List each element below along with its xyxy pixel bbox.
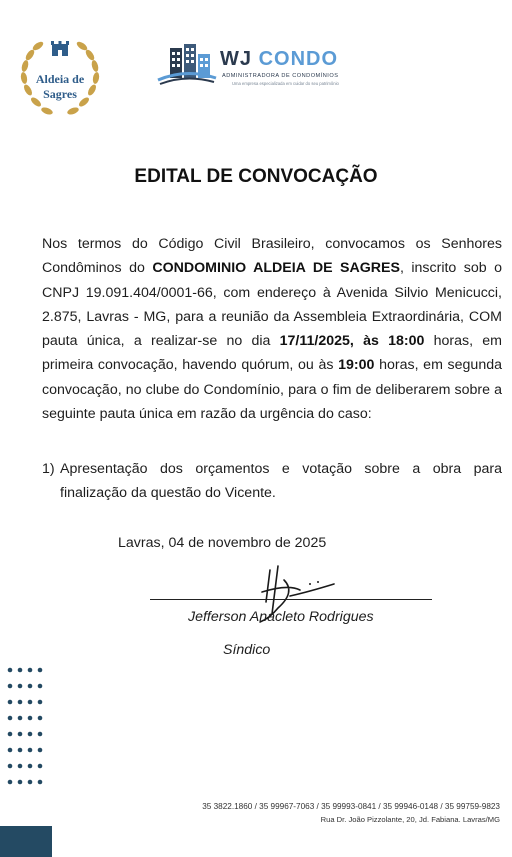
convocation-paragraph xyxy=(42,232,502,426)
second-call-time: 19:00 xyxy=(338,357,375,374)
signer-name: Jefferson Anacleto Rodrigues xyxy=(188,609,374,625)
decorative-dot xyxy=(18,716,23,721)
decorative-dot xyxy=(18,684,23,689)
body-text-4: horas, em segunda convocação, no clube do Condomínio, para o fim de deliberarem sobre a seguinte pauta única em razão da urgência do caso: xyxy=(42,357,502,423)
decorative-dot xyxy=(38,748,43,753)
decorative-dot xyxy=(18,748,23,753)
brand-tagline: Uma empresa especializada em cuidar do seu patrimônio xyxy=(232,81,339,86)
decorative-dot xyxy=(8,700,13,705)
decorative-dot xyxy=(38,780,43,785)
agenda-item-text: Apresentação dos orçamentos e votação sobre a obra para finalização da questão do Vicente. xyxy=(60,461,502,502)
decorative-dot xyxy=(18,764,23,769)
decorative-dot xyxy=(38,668,43,673)
decorative-dot xyxy=(38,732,43,737)
agenda-item-number: 1) xyxy=(42,461,55,477)
body-text-1: Nos termos do Código Civil Brasileiro, convocamos os Senhores Condôminos do xyxy=(42,236,502,277)
seal-text-line2: Sagres xyxy=(43,87,77,101)
wj-condo-logo xyxy=(156,40,356,92)
brand-condo: CONDO xyxy=(258,48,339,70)
decorative-dot xyxy=(28,764,33,769)
wj-condo-brand xyxy=(220,48,338,71)
decorative-dot xyxy=(8,764,13,769)
signer-role: Síndico xyxy=(223,642,271,658)
condo-name: CONDOMINIO ALDEIA DE SAGRES xyxy=(152,260,400,277)
decorative-dot xyxy=(8,668,13,673)
footer-color-bar xyxy=(0,826,52,857)
decorative-dot xyxy=(38,764,43,769)
decorative-dot xyxy=(8,748,13,753)
decorative-dot xyxy=(28,748,33,753)
footer-address: Rua Dr. João Pizzolante, 20, Jd. Fabiana. Lavras/MG xyxy=(320,815,500,824)
decorative-dot xyxy=(18,700,23,705)
brand-wj: WJ xyxy=(220,48,252,70)
aldeia-de-sagres-seal xyxy=(14,30,106,122)
decorative-dot xyxy=(28,700,33,705)
place-date: Lavras, 04 de novembro de 2025 xyxy=(118,535,327,551)
body-text-3: horas, em primeira convocação, havendo quórum, ou às xyxy=(42,333,502,374)
decorative-dot xyxy=(8,684,13,689)
decorative-dot xyxy=(8,732,13,737)
document-title: EDITAL DE CONVOCAÇÃO xyxy=(134,166,378,187)
decorative-dot-grid xyxy=(4,664,48,794)
brand-subtitle: ADMINISTRADORA DE CONDOMÍNIOS xyxy=(222,73,339,79)
decorative-dot xyxy=(8,716,13,721)
decorative-dot xyxy=(28,684,33,689)
decorative-dot xyxy=(28,780,33,785)
decorative-dot xyxy=(28,732,33,737)
decorative-dot xyxy=(18,732,23,737)
footer-phones: 35 3822.1860 / 35 99967-7063 / 35 99993-0841 / 35 99946-0148 / 35 99759-9823 xyxy=(202,802,500,811)
decorative-dot xyxy=(38,716,43,721)
buildings-icon xyxy=(156,40,218,86)
body-text-2: , inscrito sob o CNPJ 19.091.404/0001-66, com endereço à Avenida Silvio Menicucci, 2.875, Lavras - MG, para a reunião da Assembleia Extraordinária, COM pauta única, a realizar-se no dia xyxy=(42,260,502,350)
first-call-datetime: 17/11/2025, às 18:00 xyxy=(279,333,425,350)
decorative-dot xyxy=(28,668,33,673)
decorative-dot xyxy=(18,780,23,785)
decorative-dot xyxy=(38,700,43,705)
decorative-dot xyxy=(28,716,33,721)
seal-text-line1: Aldeia de xyxy=(35,72,85,86)
decorative-dot xyxy=(18,668,23,673)
decorative-dot xyxy=(8,780,13,785)
decorative-dot xyxy=(38,684,43,689)
